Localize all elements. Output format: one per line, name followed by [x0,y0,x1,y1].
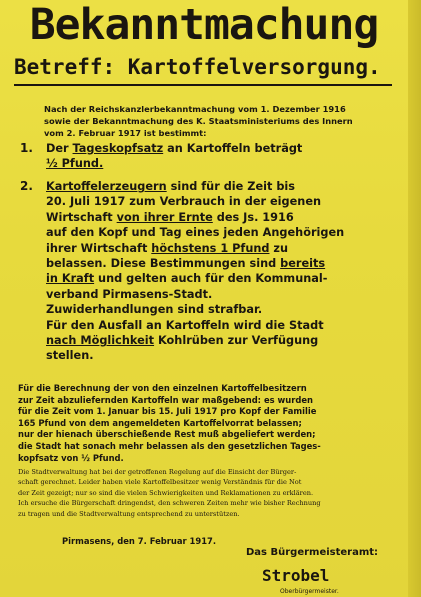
poster-title: Bekanntmachung [29,0,379,50]
text: verband Pirmasens-Stadt. [46,287,213,301]
intro-text [44,103,404,139]
text: zur Zeit abzuliefernden Kartoffeln war maßgebend: es wurden [18,394,313,405]
underlined-text: ½ Pfund. [46,157,104,171]
place-date: Pirmasens, den 7. Februar 1917. [62,536,217,546]
paper-fold [408,0,421,597]
item-1-text [46,141,406,172]
text: nur der hienach überschießende Rest muß abgeliefert werden; [18,429,316,440]
text: und gelten auch für den Kommunal- [94,272,328,286]
underlined-text: nach Möglichkeit [46,334,155,348]
text: 20. Juli 1917 zum Verbrauch in der eigenen [46,195,322,209]
text: Zuwiderhandlungen sind strafbar. [46,303,263,317]
text: Für die Berechnung der von den einzelnen Kartoffelbesitzern [18,383,307,393]
text: kopfsatz von ½ Pfund. [18,452,124,463]
appeal-paragraph [18,467,404,519]
text: zu tragen und die Stadtverwaltung entsprechend zu unterstützen. [18,509,240,518]
text: zu [269,241,289,255]
text: Der [46,142,73,155]
text: Wirtschaft [46,210,117,224]
intro-line: sowie der Bekanntmachung des K. Staatsministeriums des Innern [44,116,353,126]
underlined-text: von ihrer Ernte [116,210,213,224]
text: Ich ersuche die Bürgerschaft dringendst, den schweren Zeiten mehr wie bisher Rechnung [18,499,321,508]
text: des Js. 1916 [212,210,294,224]
text: Die Stadtverwaltung hat bei der getroffenen Regelung auf die Einsicht der Bürger- [18,468,297,476]
underlined-text: in Kraft [46,272,95,286]
text: der Zeit gezeigt; nur so sind die vielen Schwierigkeiten und Reklamationen zu erklären. [18,488,314,497]
subtitle-underline [14,84,392,86]
underlined-text: bereits [280,257,326,271]
underlined-text: Kartoffelerzeugern [46,180,167,193]
intro-line: vom 2. Februar 1917 ist bestimmt: [44,128,207,138]
mayor-title: Oberbürgermeister. [280,588,339,595]
text: auf den Kopf und Tag eines jeden Angehörigen [46,226,345,240]
calculation-paragraph [18,383,404,464]
text: an Kartoffeln beträgt [163,142,303,155]
item-2-text [46,179,406,364]
poster-subtitle: Betreff: Kartoffelversorgung. [14,55,381,79]
text: Für den Ausfall an Kartoffeln wird die Stadt [46,318,324,332]
mayor-name: Strobel [262,566,330,585]
underlined-text: höchstens 1 Pfund [151,241,270,255]
item-2-number: 2. [20,179,33,193]
text: Kohlrüben zur Verfügung [154,334,319,348]
text: für die Zeit vom 1. Januar bis 15. Juli 1917 pro Kopf der Familie [18,406,317,417]
intro-line: Nach der Reichskanzlerbekanntmachung vom 1. Dezember 1916 [44,104,346,114]
item-1-number: 1. [20,141,33,155]
underlined-text: Tageskopfsatz [72,142,164,155]
text: schaft gerechnet. Leider haben viele Kartoffelbesitzer wenig Verständnis für die Not [18,478,302,487]
office-signature: Das Bürgermeisteramt: [246,547,379,558]
text: ihrer Wirtschaft [46,241,152,255]
text: stellen. [46,349,94,363]
text: 165 Pfund von dem angemeldeten Kartoffelvorrat belassen; [18,417,302,428]
text: die Stadt hat sonach mehr belassen als den gesetzlichen Tages- [18,440,321,451]
text: belassen. Diese Bestimmungen sind [46,257,281,271]
text: sind für die Zeit bis [166,180,296,193]
